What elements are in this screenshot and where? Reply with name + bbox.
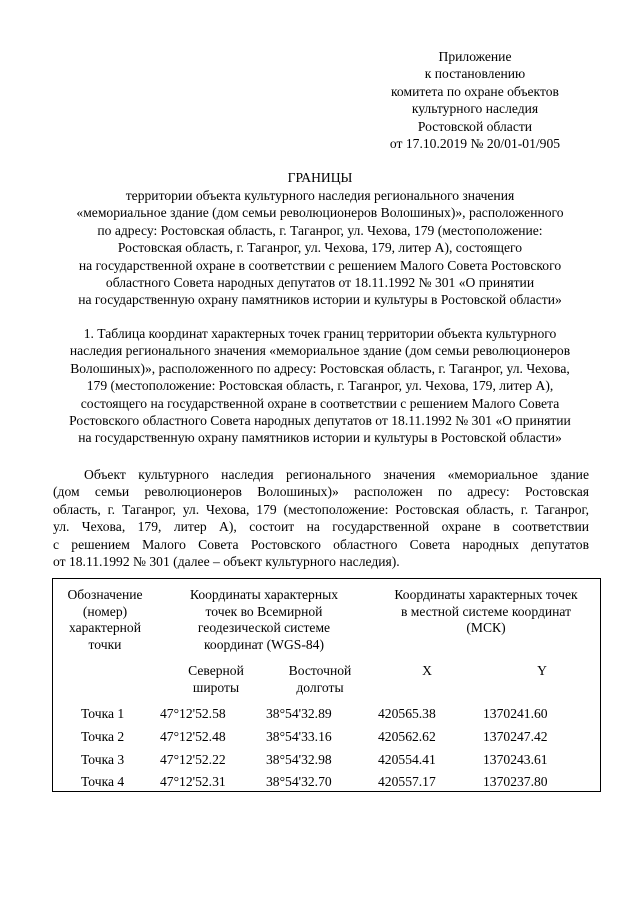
y-value: 1370247.42 <box>483 729 548 744</box>
paragraph-line: ул. Чехова, 179, литер А), состоит на государственной охране в соответствии <box>53 519 589 535</box>
subheader-north-latitude: Северной широты <box>188 663 244 695</box>
x-value: 420565.38 <box>378 706 436 721</box>
north-value: 47°12'52.58 <box>160 706 226 721</box>
appendix-line: культурного наследия <box>411 101 539 117</box>
subtitle-line: на государственной охране в соответствии с решением Малого Совета Ростовского <box>78 257 562 273</box>
paragraph-line: область, г. Таганрог, ул. Чехова, 179 (местоположение: Ростовская область, г. Таганрог, <box>53 501 589 517</box>
section-line: 1. Таблица координат характерных точек границ территории объекта культурного <box>83 326 557 341</box>
paragraph-line: (дом семьи революционеров Волошиных)» расположен по адресу: Ростовская <box>53 484 589 500</box>
appendix-block <box>360 48 590 152</box>
north-value: 47°12'52.31 <box>160 774 226 789</box>
document-subtitle <box>40 187 600 309</box>
subtitle-line: на государственную охрану памятников истории и культуры в Ростовской области» <box>78 292 562 308</box>
document-title: ГРАНИЦЫ <box>287 170 353 185</box>
east-value: 38°54'32.98 <box>266 752 332 767</box>
east-value: 38°54'32.70 <box>266 774 332 789</box>
y-value: 1370241.60 <box>483 706 548 721</box>
subtitle-line: территории объекта культурного наследия регионального значения <box>125 188 515 203</box>
section-1-heading <box>40 325 600 447</box>
subtitle-line: «мемориальное здание (дом семьи революционеров Волошиных)», расположенного <box>76 205 564 221</box>
header-wgs84: Координаты характерных точек во Всемирной геодезической системе координат (WGS-84) <box>189 587 339 652</box>
appendix-line: комитета по охране объектов <box>391 83 559 99</box>
header-point-designation: Обозначение (номер) характерной точки <box>67 587 143 652</box>
header-msk: Координаты характерных точек в местной системе координат (МСК) <box>394 587 578 636</box>
subtitle-line: областного Совета народных депутатов от 18.11.1992 № 301 «О принятии <box>105 275 535 291</box>
y-value: 1370243.61 <box>483 752 548 767</box>
x-value: 420557.17 <box>378 774 436 789</box>
section-line: Ростовского областного Совета народных депутатов от 18.11.1992 № 301 «О принятии <box>69 413 571 429</box>
appendix-line: Ростовской области <box>417 118 533 134</box>
subtitle-line: Ростовская область, г. Таганрог, ул. Чехова, 179, литер А), состоящего <box>117 240 523 256</box>
section-line: состоящего на государственной охране в соответствии с решением Малого Совета <box>80 395 560 411</box>
appendix-line: Приложение <box>438 49 512 64</box>
subheader-x: X <box>422 663 432 678</box>
point-name: Точка 3 <box>81 752 125 767</box>
north-value: 47°12'52.22 <box>160 752 226 767</box>
appendix-line: к постановлению <box>424 66 526 82</box>
object-description-paragraph <box>53 466 589 570</box>
x-value: 420562.62 <box>378 729 436 744</box>
y-value: 1370237.80 <box>483 774 548 789</box>
section-line: наследия регионального значения «мемориальное здание (дом семьи революционеров <box>69 343 571 359</box>
paragraph-line: с решением Малого Совета Ростовского областного Совета народных депутатов <box>53 536 589 552</box>
subheader-east-longitude: Восточной долготы <box>288 663 352 695</box>
east-value: 38°54'32.89 <box>266 706 332 721</box>
north-value: 47°12'52.48 <box>160 729 226 744</box>
point-name: Точка 2 <box>81 729 125 744</box>
subheader-y: Y <box>537 663 547 678</box>
appendix-line: от 17.10.2019 № 20/01-01/905 <box>389 136 561 152</box>
section-line: на государственную охрану памятников истории и культуры в Ростовской области» <box>78 430 562 446</box>
coordinates-table <box>52 578 601 792</box>
point-name: Точка 4 <box>81 774 125 789</box>
paragraph-line: от 18.11.1992 № 301 (далее – объект культурного наследия). <box>53 554 400 570</box>
section-line: 179 (местоположение: Ростовская область, г. Таганрог, ул. Чехова, 179, литер А), <box>86 378 554 394</box>
east-value: 38°54'33.16 <box>266 729 332 744</box>
paragraph-line: Объект культурного наследия регионального значения «мемориальное здание <box>84 467 589 482</box>
x-value: 420554.41 <box>378 752 436 767</box>
section-line: Волошиных)», расположенного по адресу: Ростовская область, г. Таганрог, ул. Чехова, <box>70 360 570 376</box>
point-name: Точка 1 <box>81 706 125 721</box>
subtitle-line: по адресу: Ростовская область, г. Таганрог, ул. Чехова, 179 (местоположение: <box>97 222 543 238</box>
